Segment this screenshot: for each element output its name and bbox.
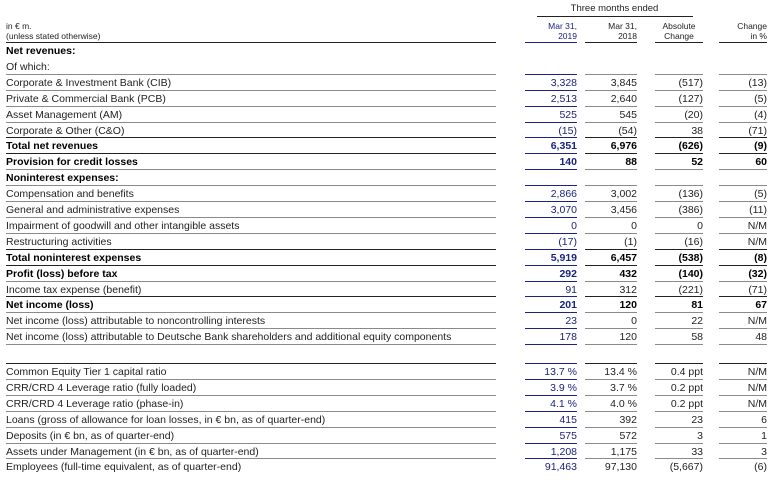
table-row (0, 297, 784, 313)
value-2019: 3,070 (550, 204, 577, 216)
value-2019: 525 (559, 109, 577, 121)
value-2019: 6,351 (550, 140, 577, 152)
table-row (0, 75, 784, 91)
table-row (0, 154, 784, 170)
value-2018: 432 (619, 268, 637, 280)
value-2019: 1,208 (550, 446, 577, 458)
value-pct-change: (5) (754, 93, 767, 105)
value-abs-change: 0 (697, 220, 703, 232)
table-row (0, 170, 784, 186)
cell-separator (719, 344, 767, 345)
value-pct-change: 60 (755, 156, 767, 168)
value-2018: 4.0 % (610, 398, 637, 410)
value-abs-change: (140) (678, 268, 703, 280)
value-2018: 1,175 (610, 446, 637, 458)
value-abs-change: 0.2 ppt (670, 382, 703, 394)
value-abs-change: 81 (691, 299, 703, 311)
value-2018: 120 (619, 331, 637, 343)
table-row (0, 202, 784, 218)
value-2019: 13.7 % (544, 366, 577, 378)
row-label: Corporate & Investment Bank (CIB) (6, 77, 172, 89)
table-row (0, 380, 784, 396)
table2-top-rule (6, 363, 496, 364)
value-abs-change: 0.4 ppt (670, 366, 703, 378)
value-pct-change: N/M (747, 366, 767, 378)
col-header-2019-line2: 2019 (558, 31, 577, 41)
value-2019: (15) (558, 125, 577, 137)
value-2018: 13.4 % (604, 366, 637, 378)
value-2019: 3.9 % (550, 382, 577, 394)
table-row (0, 107, 784, 123)
value-abs-change: 23 (691, 414, 703, 426)
value-2019: 178 (559, 331, 577, 343)
col-header-pct-change (719, 21, 767, 41)
value-2018: 3,845 (610, 77, 637, 89)
value-abs-change: (16) (684, 236, 703, 248)
row-label: Provision for credit losses (6, 156, 138, 168)
row-label: Total net revenues (6, 140, 98, 152)
row-label: General and administrative expenses (6, 204, 180, 216)
row-label: Net income (loss) (6, 299, 94, 311)
value-abs-change: (538) (678, 252, 703, 264)
value-2019: 91 (565, 284, 577, 296)
value-2018: 88 (625, 156, 637, 168)
value-2019: 3,328 (550, 77, 577, 89)
row-label: Profit (loss) before tax (6, 268, 118, 280)
table-row (0, 138, 784, 154)
table-row (0, 59, 784, 75)
table-row (0, 412, 784, 428)
value-abs-change: 3 (697, 430, 703, 442)
value-2018: 6,457 (610, 252, 637, 264)
value-2019: 140 (559, 156, 577, 168)
value-2018: 3,456 (610, 204, 637, 216)
value-abs-change: 33 (691, 446, 703, 458)
value-pct-change: (71) (748, 125, 767, 137)
value-pct-change: (32) (748, 268, 767, 280)
col-header-2018-line1: Mar 31, (608, 21, 637, 31)
row-label: Noninterest expenses: (6, 172, 119, 184)
value-abs-change: (5,667) (669, 461, 703, 473)
value-2018: 2,640 (610, 93, 637, 105)
value-pct-change: N/M (747, 382, 767, 394)
row-label: Deposits (in € bn, as of quarter-end) (6, 430, 175, 442)
row-label: Loans (gross of allowance for loan losses, in € bn, as of quarter-end) (6, 414, 326, 426)
value-pct-change: 3 (761, 446, 767, 458)
value-2018: 312 (619, 284, 637, 296)
table-row (0, 313, 784, 329)
row-label: Impairment of goodwill and other intangible assets (6, 220, 240, 232)
row-label: CRR/CRD 4 Leverage ratio (fully loaded) (6, 382, 197, 394)
value-abs-change: (386) (678, 204, 703, 216)
period-header-rule (537, 16, 693, 17)
table-row (0, 186, 784, 202)
table-row (0, 364, 784, 380)
col-header-abs-change (655, 21, 703, 41)
value-2018: 3,002 (610, 188, 637, 200)
row-label: Of which: (6, 61, 50, 73)
value-abs-change: 0.2 ppt (670, 398, 703, 410)
row-label: Employees (full-time equivalent, as of quarter-end) (6, 461, 242, 473)
cell-separator (719, 363, 767, 364)
value-pct-change: (13) (748, 77, 767, 89)
value-2019: 4.1 % (550, 398, 577, 410)
value-abs-change: (136) (678, 188, 703, 200)
value-pct-change: (71) (748, 284, 767, 296)
cell-separator (655, 363, 703, 364)
row-label: Corporate & Other (C&O) (6, 125, 125, 137)
cell-separator (585, 344, 637, 345)
col-header-2018-line2: 2018 (618, 31, 637, 41)
table-row (0, 396, 784, 412)
cell-separator (655, 344, 703, 345)
row-label: Net income (loss) attributable to Deutsche Bank shareholders and additional equity components (6, 331, 452, 343)
row-label: Net income (loss) attributable to noncontrolling interests (6, 315, 266, 327)
table-row (0, 428, 784, 444)
col-header-abs-change-line1: Absolute (662, 21, 696, 31)
row-label: Asset Management (AM) (6, 109, 123, 121)
col-header-pct-change-line1: Change (737, 21, 767, 31)
row-label: Net revenues: (6, 45, 76, 57)
col-header-pct-change-line2: in % (750, 31, 767, 41)
table-row (0, 43, 784, 59)
value-pct-change: (6) (754, 461, 767, 473)
value-2019: 91,463 (544, 461, 577, 473)
value-abs-change: 58 (691, 331, 703, 343)
row-label: Common Equity Tier 1 capital ratio (6, 366, 167, 378)
value-pct-change: (9) (754, 140, 767, 152)
value-pct-change: 6 (761, 414, 767, 426)
value-2019: 201 (559, 299, 577, 311)
value-2018: (54) (618, 125, 637, 137)
value-pct-change: 1 (761, 430, 767, 442)
value-2018: 97,130 (604, 461, 637, 473)
period-header: Three months ended (570, 3, 659, 14)
value-2019: 0 (571, 220, 577, 232)
value-abs-change: (221) (678, 284, 703, 296)
value-abs-change: 38 (691, 125, 703, 137)
row-label: Assets under Management (in € bn, as of quarter-end) (6, 446, 259, 458)
table-row (0, 91, 784, 107)
table-row (0, 234, 784, 250)
row-label: Income tax expense (benefit) (6, 284, 142, 296)
row-label: Total noninterest expenses (6, 252, 142, 264)
value-2018: 3.7 % (610, 382, 637, 394)
value-pct-change: N/M (747, 315, 767, 327)
value-2019: 5,919 (550, 252, 577, 264)
value-2019: 2,513 (550, 93, 577, 105)
value-2018: 0 (631, 315, 637, 327)
cell-separator (525, 363, 577, 364)
value-pct-change: N/M (747, 220, 767, 232)
value-pct-change: (8) (754, 252, 767, 264)
value-2018: 120 (619, 299, 637, 311)
value-pct-change: N/M (747, 398, 767, 410)
cell-separator (525, 344, 577, 345)
cell-separator (585, 363, 637, 364)
value-abs-change: (517) (678, 77, 703, 89)
value-2018: 0 (631, 220, 637, 232)
row-separator (6, 344, 496, 345)
value-2019: 415 (559, 414, 577, 426)
row-label: Private & Commercial Bank (PCB) (6, 93, 166, 105)
value-2019: 575 (559, 430, 577, 442)
table-row (0, 266, 784, 282)
unit-label: in € m. (6, 21, 32, 31)
value-2018: 6,976 (610, 140, 637, 152)
col-header-abs-change-line2: Change (664, 31, 694, 41)
value-pct-change: (11) (749, 204, 767, 216)
value-2019: 2,866 (550, 188, 577, 200)
value-pct-change: 48 (755, 331, 767, 343)
value-2018: 392 (619, 414, 637, 426)
table-row (0, 459, 784, 475)
col-header-2019-line1: Mar 31, (548, 21, 577, 31)
value-abs-change: 22 (691, 315, 703, 327)
value-pct-change: (4) (754, 109, 767, 121)
value-abs-change: 52 (691, 156, 703, 168)
value-2018: 545 (619, 109, 637, 121)
row-label: Restructuring activities (6, 236, 112, 248)
table-row (0, 329, 784, 345)
value-2019: (17) (558, 236, 577, 248)
value-abs-change: (626) (678, 140, 703, 152)
value-pct-change: 67 (755, 299, 767, 311)
value-2019: 292 (559, 268, 577, 280)
row-label: CRR/CRD 4 Leverage ratio (phase-in) (6, 398, 184, 410)
row-label: Compensation and benefits (6, 188, 134, 200)
value-2019: 23 (565, 315, 577, 327)
value-abs-change: (20) (684, 109, 703, 121)
value-pct-change: (5) (754, 188, 767, 200)
value-pct-change: N/M (747, 236, 767, 248)
value-abs-change: (127) (678, 93, 703, 105)
unit-note: (unless stated otherwise) (6, 31, 101, 41)
table-row (0, 218, 784, 234)
value-2018: (1) (624, 236, 637, 248)
col-header-2018 (585, 21, 637, 41)
value-2018: 572 (619, 430, 637, 442)
table-row (0, 250, 784, 266)
col-header-2019 (525, 21, 577, 41)
